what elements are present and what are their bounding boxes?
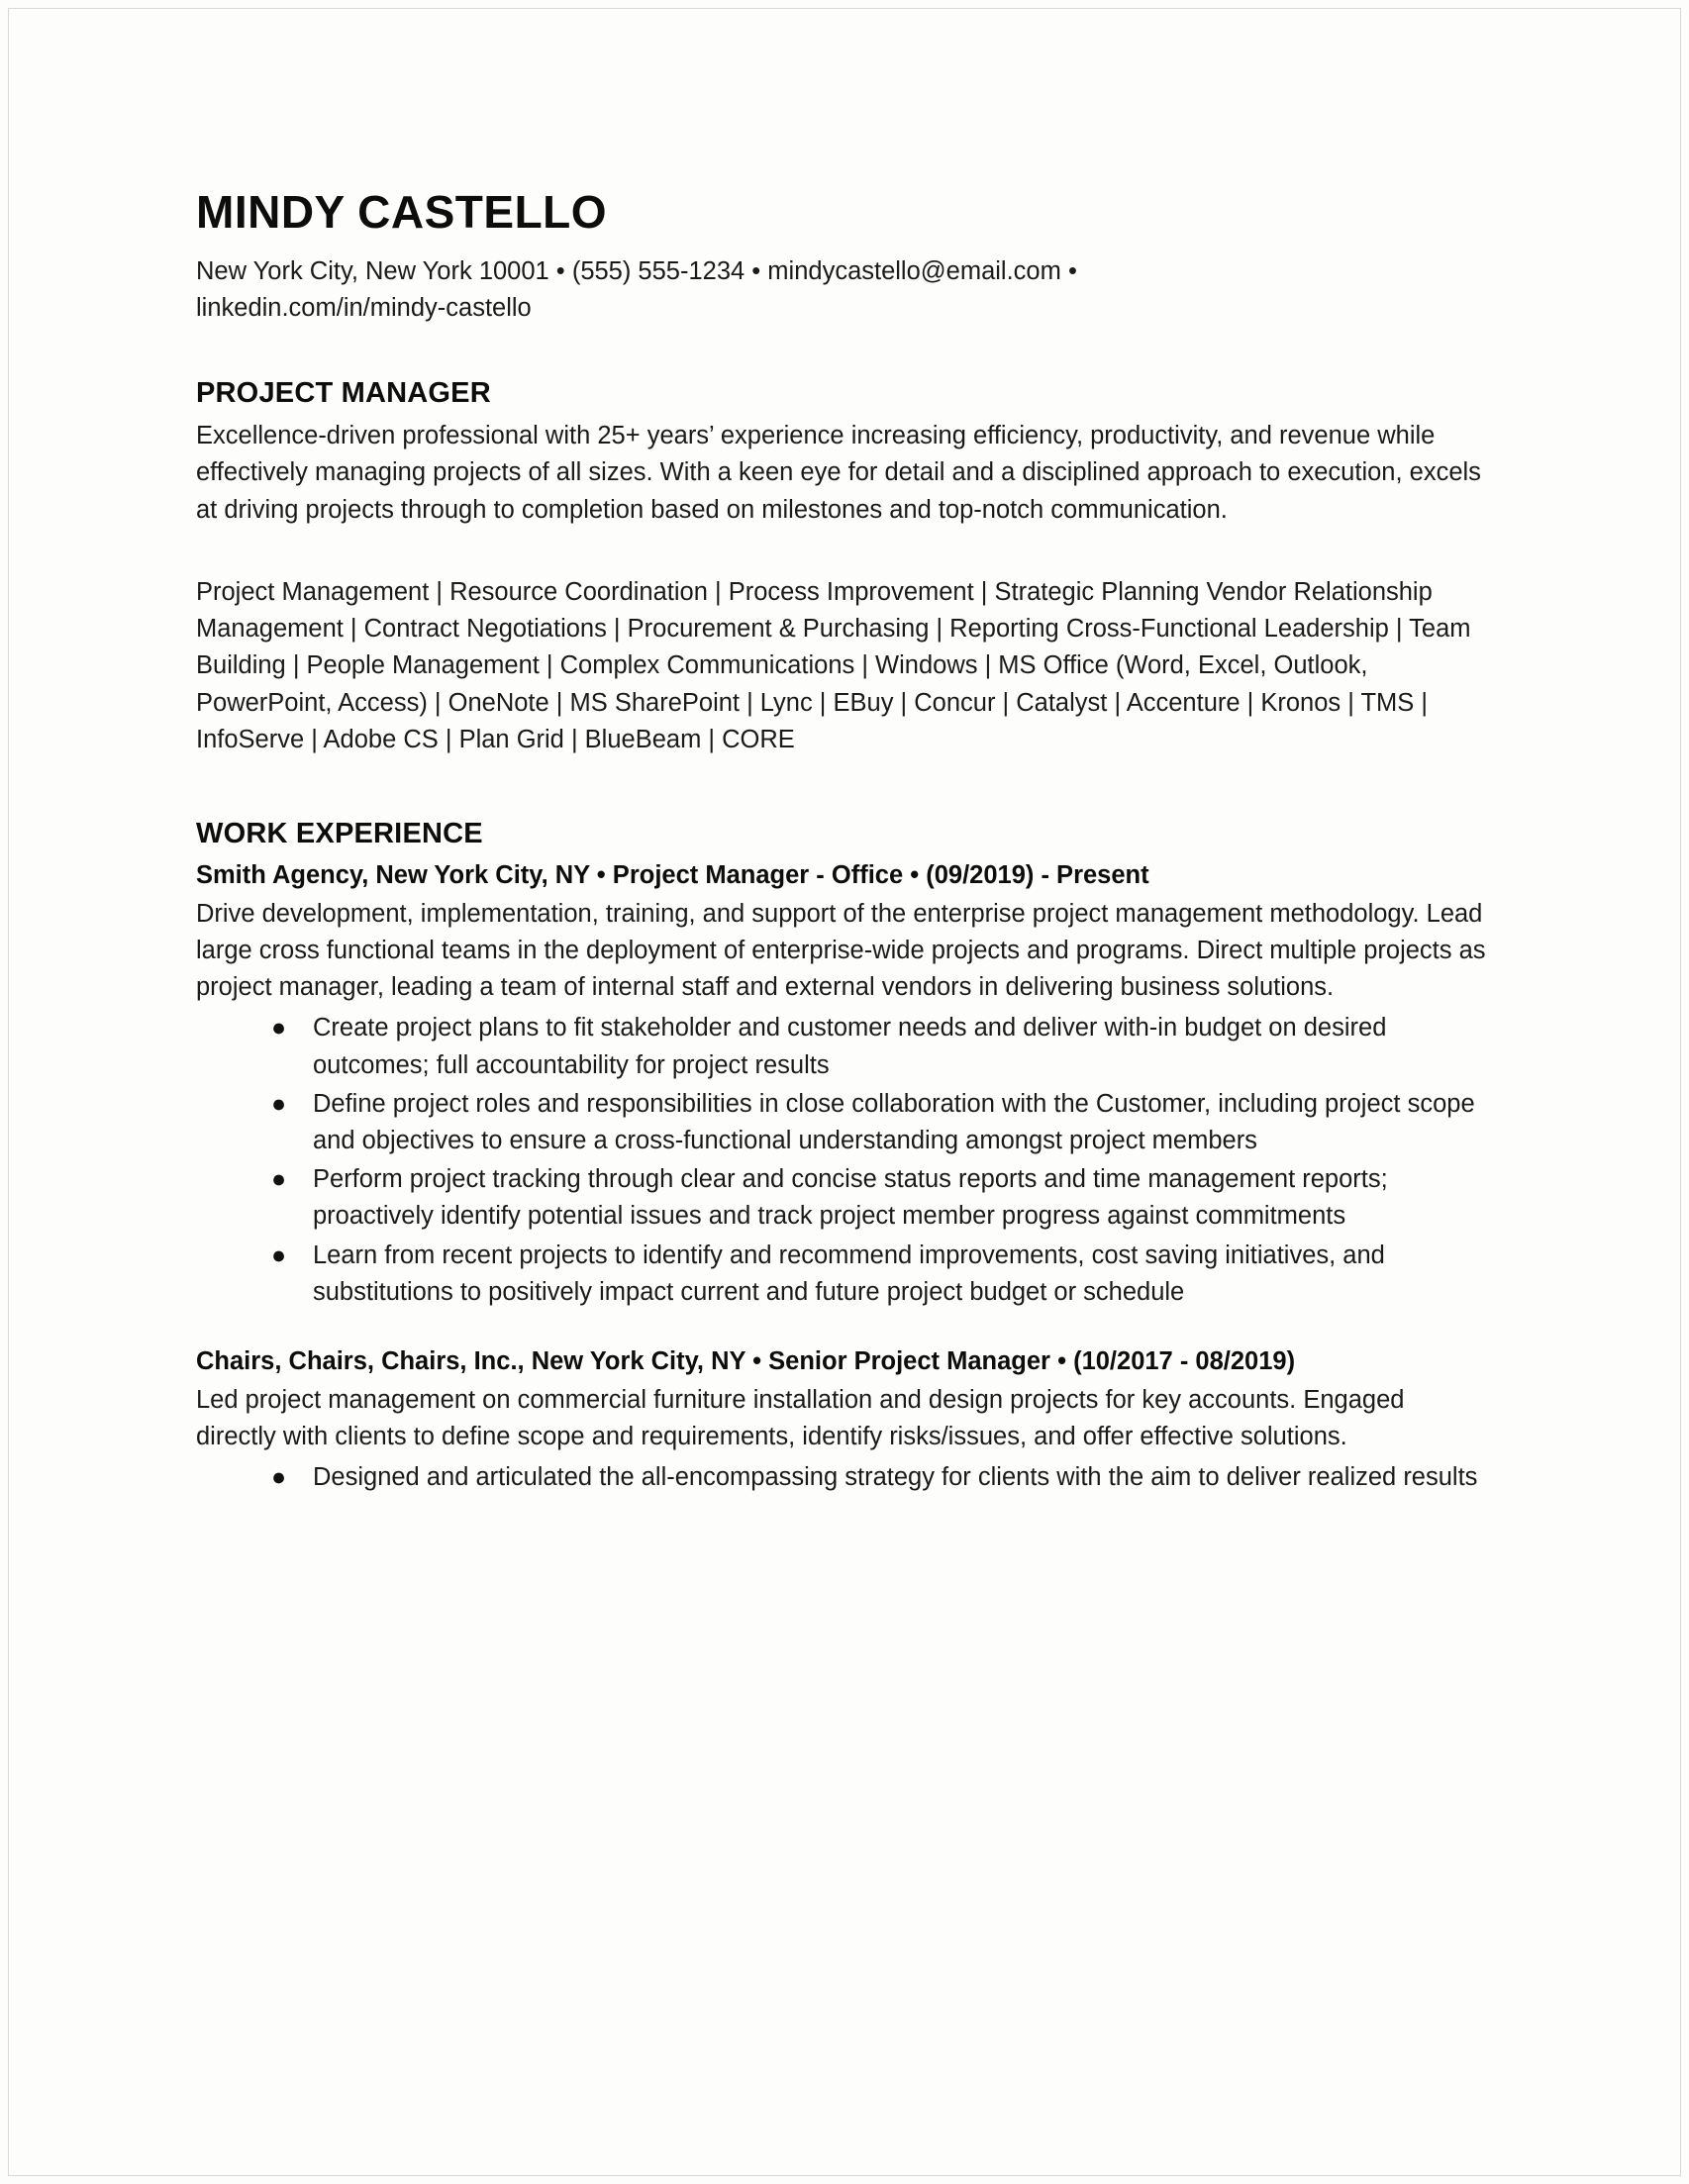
job-heading: Smith Agency, New York City, NY • Project Manager - Office • (09/2019) - Present: [196, 860, 1149, 889]
job-bullet-list: [196, 1010, 1493, 1311]
list-item: [253, 1161, 1493, 1235]
bullet-icon: ●: [271, 1241, 287, 1269]
list-item: [253, 1010, 1493, 1083]
list-item: [253, 1238, 1493, 1311]
section-title-work-experience: WORK EXPERIENCE: [196, 817, 483, 849]
contact-line: New York City, New York 10001 • (555) 555-1234 • mindycastello@email.com • linkedin.com/in/mindy-castello: [196, 257, 1077, 322]
bullet-icon: ●: [271, 1165, 287, 1194]
bullet-icon: ●: [271, 1463, 287, 1492]
job-heading: Chairs, Chairs, Chairs, Inc., New York City, NY • Senior Project Manager • (10/2017 - 08/2019): [196, 1347, 1296, 1376]
list-item-text: Define project roles and responsibilities in close collaboration with the Customer, including project scope and objectives to ensure a cross-functional understanding amongst project members: [313, 1089, 1475, 1154]
section-title-project-manager: PROJECT MANAGER: [196, 377, 491, 410]
core-skills-list: Project Management | Resource Coordination | Process Improvement | Strategic Planning Vendor Relationship Management | Contract Negotiations | Procurement & Purchasing | Reporting Cross-Functional Leadership | Team Building | People Management | Complex Communications | Windows | MS Office (Word, Excel, Outlook, PowerPoint, Access) | OneNote | MS SharePoint | Lync | EBuy | Concur | Catalyst | Accenture | Kronos | TMS | InfoServe | Adobe CS | Plan Grid | BlueBeam | CORE: [196, 577, 1471, 753]
job-bullet-list: [196, 1459, 1493, 1496]
job-entry: [196, 1344, 1493, 1496]
list-item: [253, 1086, 1493, 1159]
job-description: Drive development, implementation, training, and support of the enterprise project management methodology. Lead large cross functional teams in the deployment of enterprise-wide projects and programs. Direct multiple projects as project manager, leading a team of internal staff and external vendors in delivering business solutions.: [196, 899, 1486, 1002]
list-item-text: Designed and articulated the all-encompassing strategy for clients with the aim to deliver realized results: [313, 1463, 1478, 1492]
list-item: [253, 1459, 1493, 1496]
resume-content: [196, 188, 1493, 1530]
list-item-text: Learn from recent projects to identify and recommend improvements, cost saving initiatives, and substitutions to positively impact current and future project budget or schedule: [313, 1241, 1385, 1306]
bullet-icon: ●: [271, 1089, 287, 1118]
candidate-name: MINDY CASTELLO: [196, 186, 608, 238]
list-item-text: Create project plans to fit stakeholder and customer needs and deliver with-in budget on desired outcomes; full accountability for project results: [313, 1014, 1387, 1079]
job-entry: [196, 858, 1493, 1311]
bullet-icon: ●: [271, 1014, 287, 1042]
list-item-text: Perform project tracking through clear and concise status reports and time management reports; proactively identify potential issues and track project member progress against commitments: [313, 1165, 1388, 1231]
job-description: Led project management on commercial furniture installation and design projects for key accounts. Engaged directly with clients to define scope and requirements, identify risks/issues, and offer effective solutions.: [196, 1385, 1405, 1450]
professional-summary: Excellence-driven professional with 25+ years’ experience increasing efficiency, productivity, and revenue while effectively managing projects of all sizes. With a keen eye for detail and a disciplined approach to execution, excels at driving projects through to completion based on milestones and top-notch communication.: [196, 422, 1481, 524]
